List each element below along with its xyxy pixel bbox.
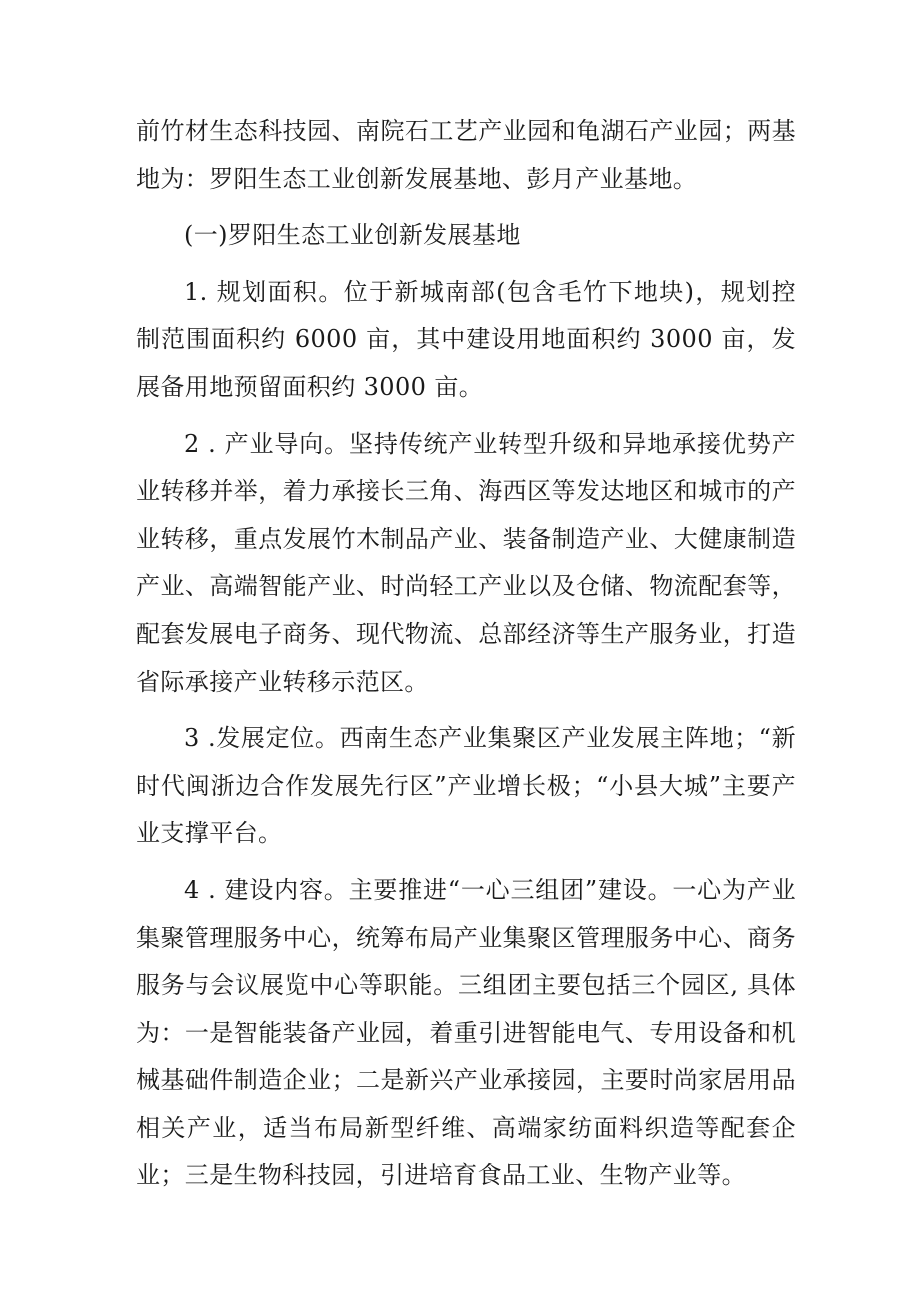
industry-orientation-paragraph: 2 . 产业导向。坚持传统产业转型升级和异地承接优势产业转移并举，着力承接长三角、海西区等发达地区和城市的产业转移，重点发展竹木制品产业、装备制造产业、大健康制造产业、高端智能产业、时尚轻工产业以及仓储、物流配套等，配套发展电子商务、现代物流、总部经济等生产服务业，打造省际承接产业转移示范区。: [136, 429, 796, 696]
intro-paragraph: 前竹材生态科技园、南院石工艺产业园和龟湖石产业园；两基地为：罗阳生态工业创新发展基地、彭月产业基地。: [136, 117, 796, 193]
development-positioning-paragraph: 3 .发展定位。西南生态产业集聚区产业发展主阵地；“新时代闽浙边合作发展先行区”产业增长极；“小县大城”主要产业支撑平台。: [136, 724, 796, 848]
document-body: [136, 108, 796, 1200]
section-heading: (一)罗阳生态工业创新发展基地: [184, 221, 521, 250]
planning-area-paragraph: 1. 规划面积。位于新城南部(包含毛竹下地块)，规划控制范围面积约 6000 亩，其中建设用地面积约 3000 亩，发展备用地预留面积约 3000 亩。: [136, 277, 796, 401]
construction-content-paragraph: 4 . 建设内容。主要推进“一心三组团”建设。一心为产业集聚管理服务中心，统筹布局产业集聚区管理服务中心、商务服务与会议展览中心等职能。三组团主要包括三个园区, 具体为：一是智能装备产业园，着重引进智能电气、专用设备和机械基础件制造企业；二是新兴产业承接园，主要时尚家居用品相关产业，适当布局新型纤维、高端家纺面料织造等配套企业；三是生物科技园，引进培育食品工业、生物产业等。: [136, 875, 796, 1190]
